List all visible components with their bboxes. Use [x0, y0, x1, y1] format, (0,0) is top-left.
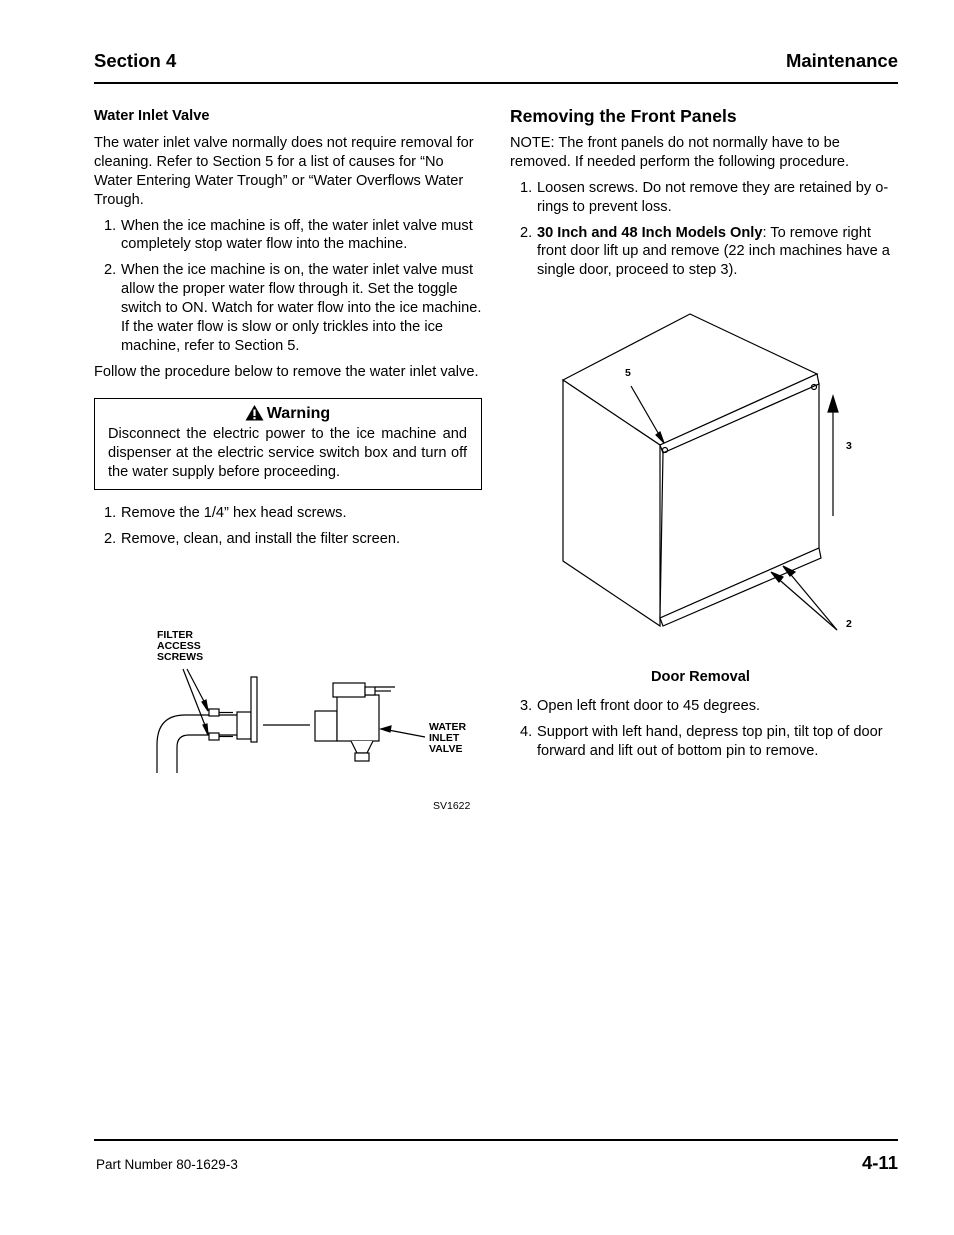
step-number: 1. [104, 505, 117, 522]
warning-text: Disconnect the electric power to the ice machine and dispenser at the electric service switch box and turn off the water supply before proceeding. [108, 425, 467, 480]
door-removal-steps [510, 697, 898, 761]
step-text: When the ice machine is on, the water inlet valve must allow the proper water flow through it. Set the toggle switch to ON. Watch for water flow into the ice machine. If the water flow is slow or only trickles into the ice machine, refer to Section 5. [121, 262, 482, 354]
step-number: 1. [520, 179, 533, 196]
valve-removal-steps [94, 504, 482, 549]
list-item [510, 723, 898, 761]
step-number: 2. [520, 224, 533, 241]
figure-caption: Door Removal [651, 669, 750, 685]
step-text: When the ice machine is off, the water inlet valve must completely stop water flow into the machine. [121, 217, 473, 253]
right-column [510, 107, 898, 287]
water-inlet-valve-label [429, 722, 466, 755]
list-item [510, 224, 898, 281]
list-item [94, 217, 482, 255]
right-column-continued [510, 697, 898, 768]
warning-triangle-icon [245, 404, 264, 421]
list-item [94, 530, 482, 549]
intro-paragraph: The water inlet valve normally does not require removal for cleaning. Refer to Section 5 for a list of causes for “No Water Entering Water Trough” or “Water Overflows Water Trough. [94, 134, 474, 208]
label-line: VALVE [429, 743, 463, 755]
note-paragraph: NOTE: The front panels do not normally have to be removed. If needed perform the following procedure. [510, 134, 850, 170]
figure-code: SV1622 [433, 800, 471, 812]
label-line: FILTER [157, 629, 193, 641]
callout-2: 2 [846, 618, 852, 630]
list-item [94, 261, 482, 356]
label-line: INLET [429, 732, 460, 744]
step-bold-text: 30 Inch and 48 Inch Models Only [537, 224, 763, 241]
left-column [94, 107, 482, 556]
step-number: 2. [104, 531, 117, 548]
valve-check-steps [94, 217, 482, 356]
warning-title [108, 404, 467, 424]
label-line: WATER [429, 721, 467, 733]
footer-rule [94, 1139, 898, 1141]
section-label: Section 4 [94, 50, 177, 71]
filter-screws-label [157, 630, 203, 663]
step-text: : To remove right front door lift up and remove (22 inch machines have a single door, proceed to step 3). [537, 224, 890, 279]
warning-title-text: Warning [266, 404, 331, 422]
header-rule [94, 82, 898, 84]
step-text: Loosen screws. Do not remove they are retained by o-rings to prevent loss. [537, 179, 889, 215]
step-number: 4. [520, 723, 533, 740]
section-title: Maintenance [785, 50, 898, 71]
step-text: Remove, clean, and install the filter screen. [121, 531, 401, 548]
step-number: 1. [104, 217, 117, 234]
step-number: 2. [104, 262, 117, 279]
step-text: Remove the 1/4” hex head screws. [121, 505, 347, 522]
warning-box [94, 398, 482, 491]
list-item [94, 504, 482, 523]
list-item [510, 179, 898, 217]
removing-front-panels-heading: Removing the Front Panels [510, 106, 737, 126]
page-number: 4-11 [861, 1152, 898, 1173]
follow-paragraph: Follow the procedure below to remove the water inlet valve. [94, 363, 479, 380]
part-number: Part Number 80-1629-3 [96, 1157, 238, 1172]
water-inlet-valve-diagram [145, 665, 445, 780]
water-inlet-valve-heading: Water Inlet Valve [94, 108, 210, 124]
callout-5: 5 [625, 367, 631, 379]
panel-removal-steps [510, 179, 898, 281]
label-line: ACCESS [157, 640, 201, 652]
callout-3: 3 [846, 440, 852, 452]
label-line: SCREWS [157, 651, 204, 663]
list-item [510, 697, 898, 716]
door-removal-diagram [555, 308, 855, 638]
step-text: Open left front door to 45 degrees. [537, 698, 761, 714]
step-text: Support with left hand, depress top pin, tilt top of door forward and lift out of bottom pin to remove. [537, 723, 883, 759]
step-number: 3. [520, 698, 533, 714]
